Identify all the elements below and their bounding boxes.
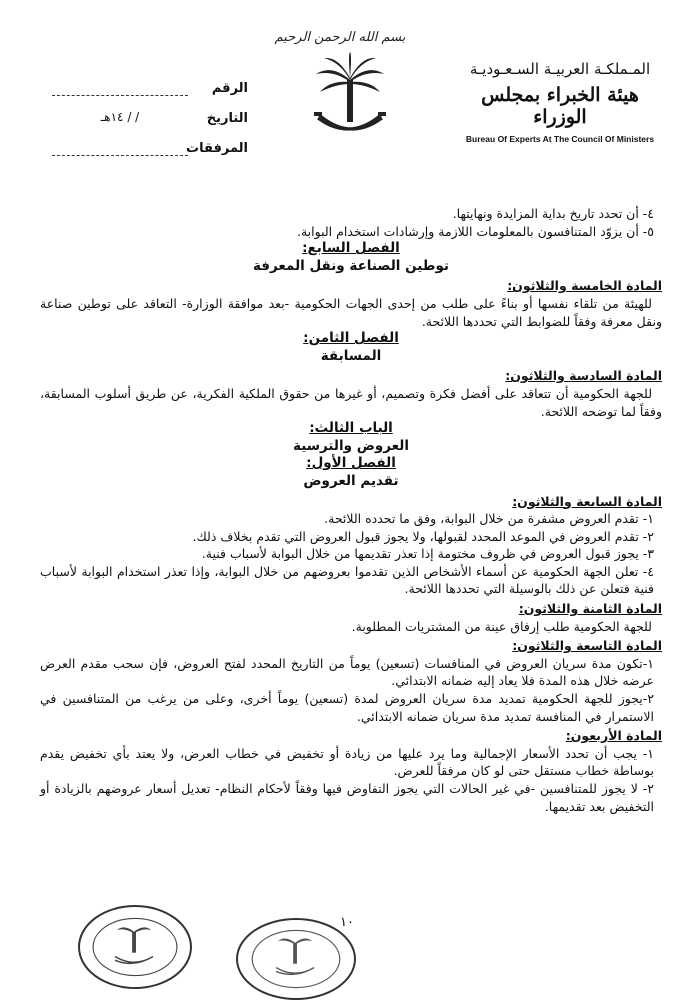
country-name: المـملكـة العربيـة السـعـوديـة [469,60,651,78]
article-text: للجهة الحكومية أن تتعاقد على أفضل فكرة وتصميم، أو غيرها من حقوق الملكية الفكرية، عن طريق أسلوب المسابقة، وفقاً لما توضحه اللائحة. [40,385,662,419]
article-title: المادة الأربعون: [565,728,662,744]
basmala: بسم الله الرحمن الرحيم [274,30,406,45]
chapter-subtitle: توطين الصناعة ونقل المعرفة [252,257,449,274]
chapter-subtitle: المسابقة [320,347,382,364]
date-row [48,96,248,126]
list-item: ١- يجب أن تحدد الأسعار الإجمالية وما يرد عليها من زيادة أو تخفيض في خطاب العرض، ولا يعتد بأي تخفيض يقدم بوساطة خطاب مستقل حتى لو كان مرفقاً للعرض. [40,745,654,779]
attachments-field [52,140,188,156]
reference-fields [48,66,248,156]
article-title: المادة السادسة والثلاثون: [505,368,662,384]
chapter-title: الفصل الثامن: [303,330,399,347]
article-text: للهيئة من تلقاء نفسها أو بناءً على طلب من إحدى الجهات الحكومية -بعد موافقة الوزارة- التعاقد على توطين صناعة ونقل معرفة وفقاً للضوابط التي تحددها اللائحة. [40,295,662,329]
list-item: ٤- تعلن الجهة الحكومية عن أسماء الأشخاص الذين تقدموا بعروضهم من خلال البوابة، وإذا تعذر استخدام البوابة لأسباب فنية فتعلن عن ذلك بالوسيلة التي تحددها اللائحة. [40,563,654,597]
organization-header [460,60,660,144]
organization-name-arabic: هيئة الخبراء بمجلس الوزراء [481,84,639,128]
part-title: الباب الثالث: [309,420,393,437]
document-body [40,205,662,815]
list-item: ٢- تقدم العروض في الموعد المحدد لقبولها، ولا يجوز قبول العروض التي تقدم بخلاف ذلك. [192,528,654,544]
list-item: ٢- لا يجوز للمتنافسين -في غير الحالات التي يجوز التفاوض فيها وفقاً لأحكام النظام- تعديل أسعار عروضهم بالزيادة أو التخفيض بعد تقديمها. [40,781,654,814]
date-label: التاريخ [206,111,248,126]
palm-swords-emblem-icon [312,52,388,144]
article-title: المادة الخامسة والثلاثون: [507,278,662,294]
organization-name-english: Bureau Of Experts At The Council Of Ministers [465,134,655,144]
attachments-row [48,126,248,156]
reference-number-label: الرقم [211,81,248,96]
chapter-title: الفصل الأول: [306,455,396,472]
page-number: ١٠ [340,915,354,930]
article-title: المادة التاسعة والثلاثون: [512,638,662,654]
list-item: ٤- أن تحدد تاريخ بداية المزايدة ونهايتها. [452,206,654,221]
article-text: للجهة الحكومية طلب إرفاق عينة من المشتريات المطلوبة. [351,618,652,634]
list-item: ١- تقدم العروض مشفرة من خلال البوابة، وفق ما تحدده اللائحة. [324,511,654,527]
list-item: ٢-يجوز للجهة الحكومية تمديد مدة سريان العروض لمدة (تسعين) يوماً أخرى، وعلى من يرغب من المتنافسين في الاستمرار في المنافسة تمديد مدة سريان ضمانه الابتدائي. [40,691,654,724]
official-stamp-icon [78,905,192,989]
list-item: ٥- أن يزوّد المتنافسون بالمعلومات اللازمة وإرشادات استخدام البوابة. [297,223,654,239]
official-stamp-icon [236,918,356,1000]
reference-number-row [48,66,248,96]
reference-number-field [52,80,188,96]
attachments-label: المرفقات [186,141,248,156]
list-item: ٣- يجوز قبول العروض في ظروف مختومة إذا تعذر تقديمها من خلال البوابة لأسباب فنية. [201,546,654,562]
article-title: المادة السابعة والثلاثون: [512,493,662,509]
chapter-title: الفصل السابع: [302,240,400,257]
part-subtitle: العروض والترسية [293,437,409,454]
date-field: / / ١٤هـ [100,110,140,124]
list-item: ١-تكون مدة سريان العروض في المنافسات (تسعين) يوماً من التاريخ المحدد لفتح العروض، فإن سحب مقدم العرض عرضه خلال هذه المدة فلا يعاد إليه ضمانه الابتدائي. [40,655,654,689]
chapter-subtitle: تقديم العروض [303,472,399,489]
article-title: المادة الثامنة والثلاثون: [518,601,662,617]
